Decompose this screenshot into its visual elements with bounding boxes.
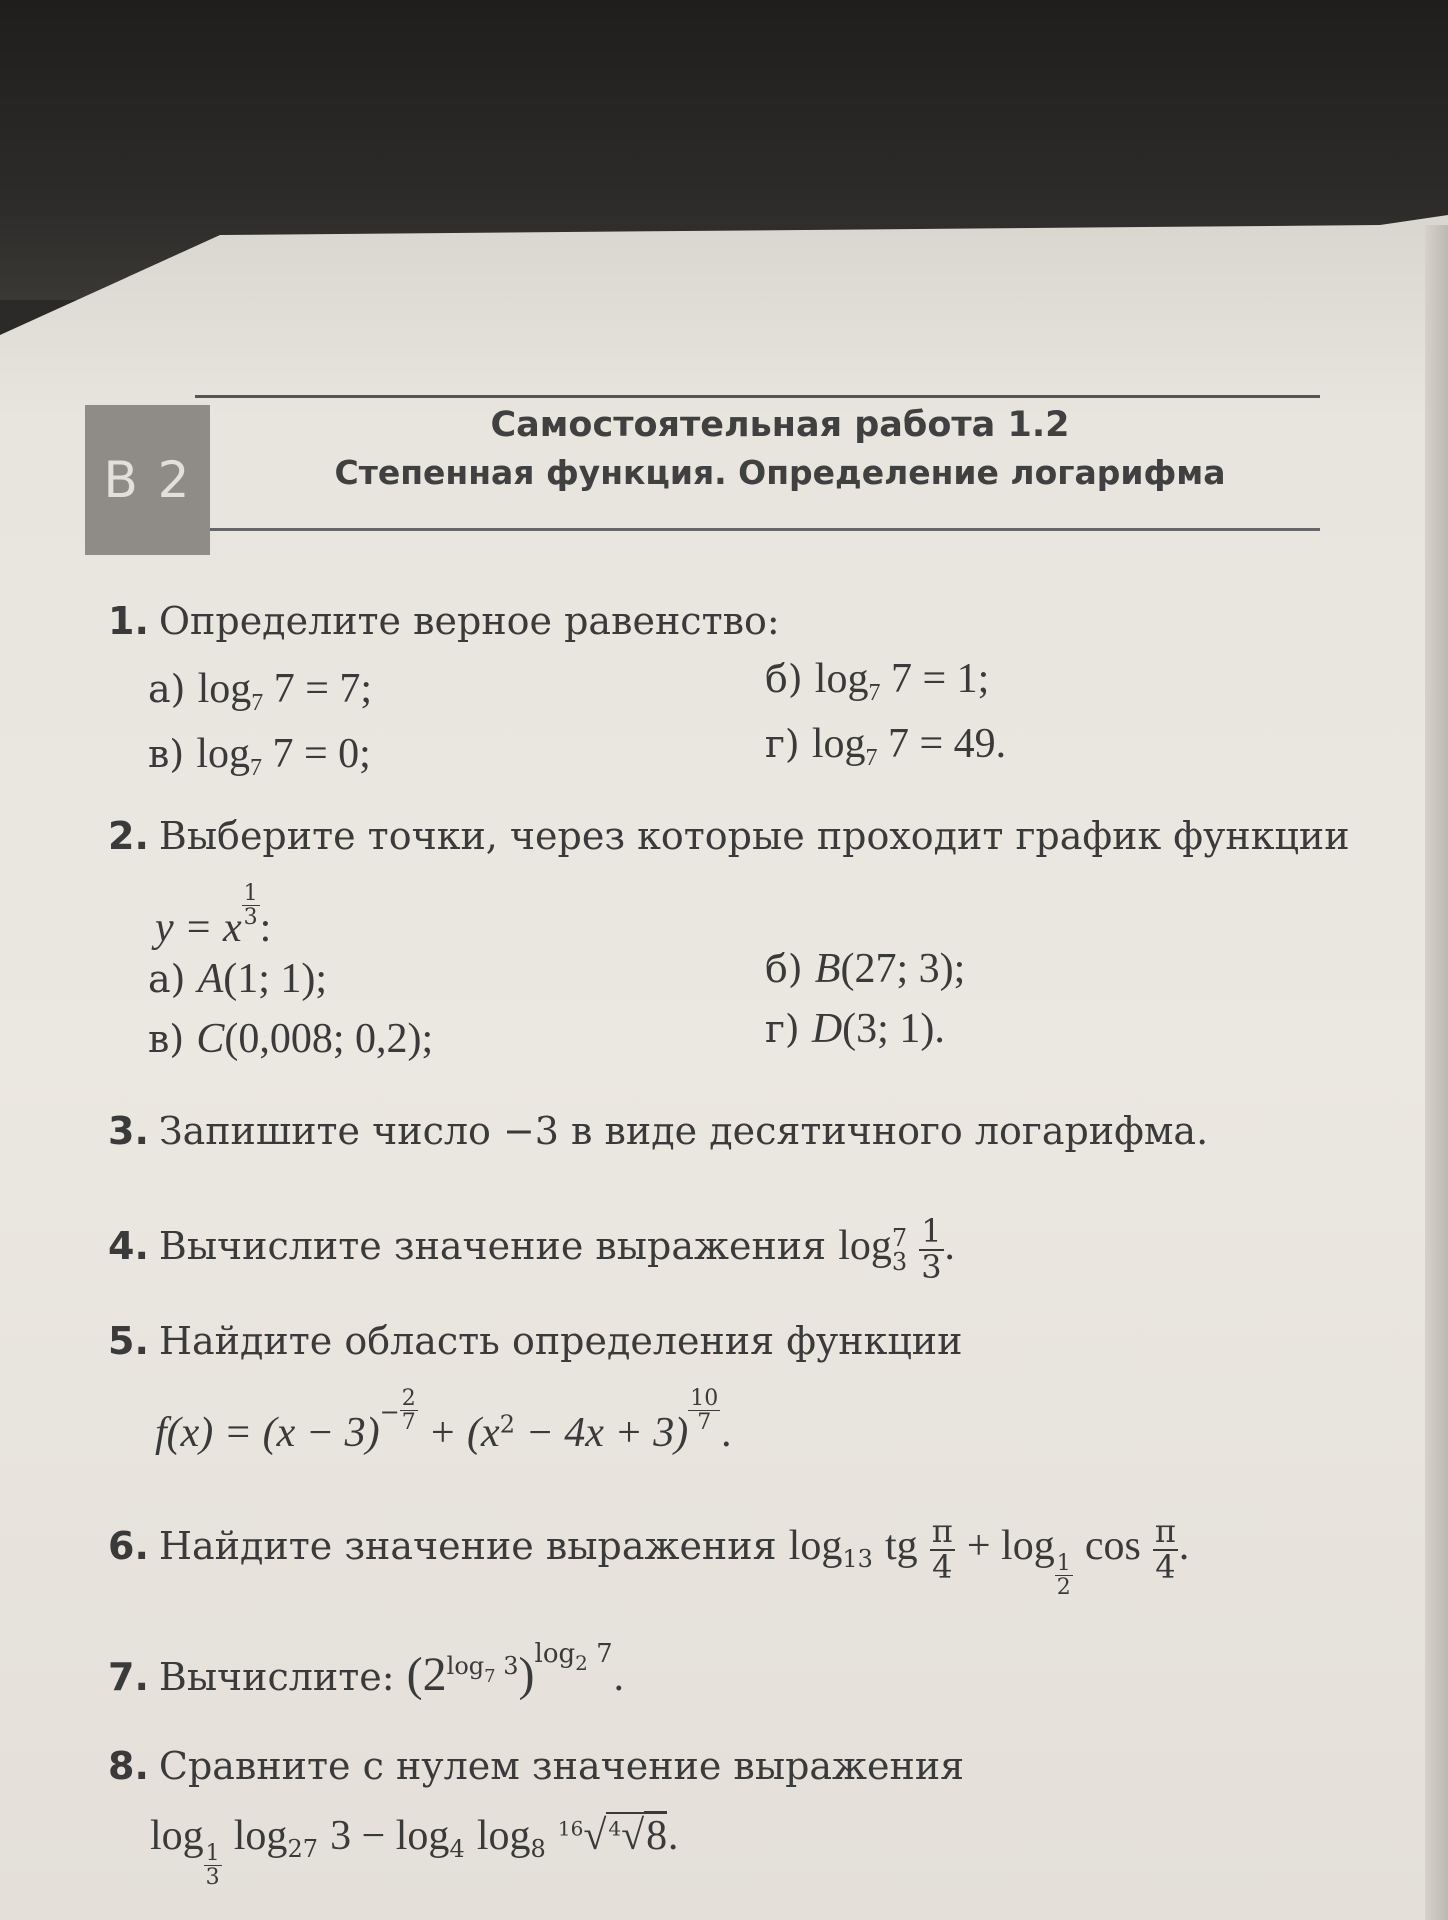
header-title [245,405,1315,492]
work-subtitle: Степенная функция. Определение логарифма [334,453,1226,492]
task-2-function: y = x $\frac{1}{3}$ : [155,880,272,951]
task-1-prompt: 1. Определите верное равенство: [108,599,780,643]
variant-label: В 2 [103,451,192,509]
task-1-option-d: г) $\log_7 7 = 49$. [765,721,1007,771]
task-2-option-c: в) C(0,008; 0,2); [148,1016,434,1062]
header-rule-top [195,395,1320,398]
variant-badge [85,405,210,555]
header-rule-bottom [195,528,1320,531]
task-7: 7. Вычислите: $(2^{log_7 3})^{log_2 7}$. [108,1639,625,1701]
task-3: 3. Запишите число −3 в виде десятичного логарифма. [108,1109,1209,1153]
task-2-option-d: г) D(3; 1). [765,1006,945,1052]
task-1-option-c: в) $\log_7 7 = 0$; [148,731,371,781]
task-1-option-a: а) $\log_7 7 = 7$; [148,666,373,716]
task-8-prompt: 8. Сравните с нулем значение выражения [108,1744,965,1788]
task-1-option-b: б) $\log_7 7 = 1$; [765,656,990,706]
task-5-prompt: 5. Найдите область определения функции [108,1319,963,1363]
task-2-option-a: а) A(1; 1); [148,956,328,1002]
task-8-expression: log $\frac{1}{3}$ $\log_{27} 3 - \log_4 \log_8 ^{16}√$ $^4$√8. [150,1813,680,1890]
task-6: 6. Найдите значение выражения $\log_{13}$ tg $\frac{\pi}{4}$ + log $\frac{1}{2}$ cos $\frac{\pi}{4}$ . [108,1512,1191,1601]
task-2-option-b: б) B(27; 3); [765,946,966,992]
task-5-function: f(x) = (x − 3)− $\frac{2}{7}$ + $(x^2 - 4x + 3)$ $\frac{10}{7}$ . [155,1385,733,1456]
task-4: 4. Вычислите значение выражения log 7 3 $\frac{1}{3}$ . [108,1212,956,1286]
worksheet-header [85,395,1325,565]
page-edge [1425,225,1448,1920]
work-title: Самостоятельная работа 1.2 [490,405,1070,445]
task-2-prompt: 2. Выберите точки, через которые проходит график функции [108,814,1350,858]
